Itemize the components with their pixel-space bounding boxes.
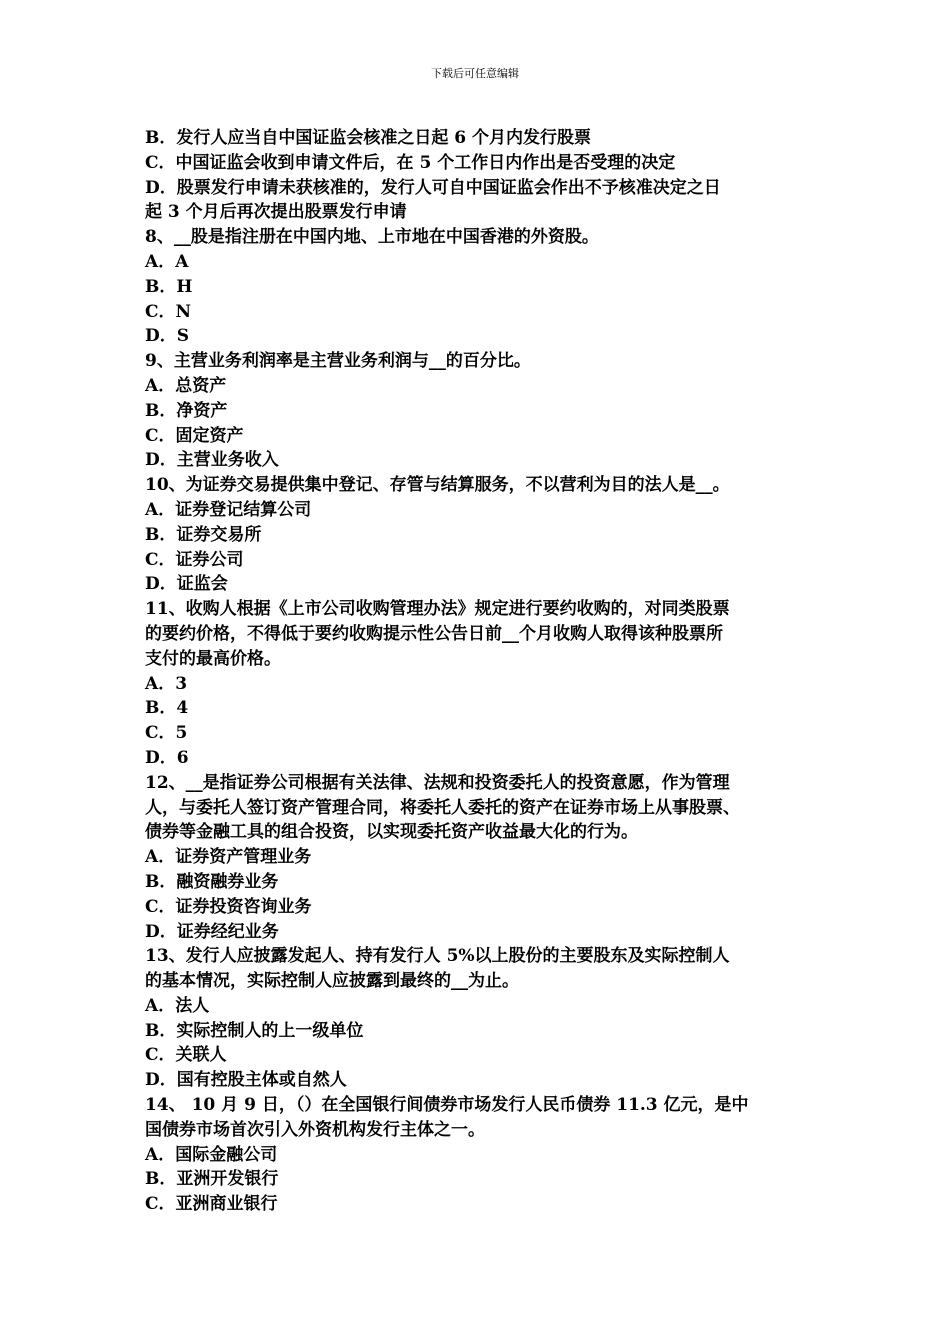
document-body — [145, 126, 835, 1217]
text-line: D．国有控股主体或自然人 — [145, 1070, 347, 1091]
text-line: A．总资产 — [145, 375, 227, 396]
text-line: D．主营业务收入 — [145, 450, 279, 471]
text-line: 债券等金融工具的组合投资，以实现委托资产收益最大化的行为。 — [145, 822, 638, 843]
text-line: D．证券经纪业务 — [145, 921, 279, 942]
text-line: B．亚洲开发银行 — [145, 1169, 279, 1190]
text-line: B．融资融券业务 — [145, 871, 279, 892]
text-line: A．证券资产管理业务 — [145, 847, 312, 868]
text-line: 11、收购人根据《上市公司收购管理办法》规定进行要约收购的，对同类股票 — [145, 599, 730, 620]
text-line: B．证券交易所 — [145, 524, 262, 545]
text-line: 12、__是指证券公司根据有关法律、法规和投资委托人的投资意愿，作为管理 — [145, 772, 730, 793]
text-line: B．实际控制人的上一级单位 — [145, 1020, 364, 1041]
text-line: C．证券公司 — [145, 549, 244, 570]
text-line: D．S — [145, 326, 190, 347]
text-line: C．亚洲商业银行 — [145, 1194, 278, 1215]
text-line: 14、 10 月 9 日，（）在全国银行间债券市场发行人民币债券 11.3 亿元，是中 — [145, 1095, 749, 1116]
text-line: B．净资产 — [145, 400, 228, 421]
text-line: C．固定资产 — [145, 425, 244, 446]
text-line: D．6 — [145, 747, 189, 768]
text-line: A．3 — [145, 673, 188, 694]
text-line: C．中国证监会收到申请文件后，在 5 个工作日内作出是否受理的决定 — [145, 152, 676, 173]
text-line: C．5 — [145, 723, 188, 744]
text-line: A．法人 — [145, 995, 210, 1016]
text-line: C．证券投资咨询业务 — [145, 896, 312, 917]
text-line: 9、主营业务利润率是主营业务利润与__的百分比。 — [145, 351, 531, 372]
text-line: 13、发行人应披露发起人、持有发行人 5%以上股份的主要股东及实际控制人 — [145, 946, 730, 967]
text-line: D．证监会 — [145, 574, 228, 595]
text-line: 人，与委托人签订资产管理合同，将委托人委托的资产在证券市场上从事股票、 — [145, 797, 740, 818]
text-line: C．N — [145, 301, 192, 322]
text-line: 10、为证券交易提供集中登记、存管与结算服务，不以营利为目的法人是__。 — [145, 475, 730, 496]
text-line: 的基本情况，实际控制人应披露到最终的__为止。 — [145, 971, 519, 992]
text-line: C．关联人 — [145, 1045, 227, 1066]
text-line: A．A — [145, 251, 189, 272]
text-line: 国债券市场首次引入外资机构发行主体之一。 — [145, 1119, 485, 1140]
text-line: 起 3 个月后再次提出股票发行申请 — [145, 202, 407, 223]
text-line: 支付的最高价格。 — [145, 648, 281, 669]
text-line: 的要约价格，不得低于要约收购提示性公告日前__个月收购人取得该种股票所 — [145, 623, 723, 644]
text-line: A．国际金融公司 — [145, 1144, 278, 1165]
text-line: B．H — [145, 276, 193, 297]
text-line: A．证券登记结算公司 — [145, 499, 312, 520]
text-line: B．4 — [145, 698, 189, 719]
text-line: 8、__股是指注册在中国内地、上市地在中国香港的外资股。 — [145, 227, 599, 248]
text-line: D．股票发行申请未获核准的，发行人可自中国证监会作出不予核准决定之日 — [145, 177, 721, 198]
text-line: B．发行人应当自中国证监会核准之日起 6 个月内发行股票 — [145, 128, 592, 148]
page-header: 下载后可任意编辑 — [431, 67, 519, 80]
